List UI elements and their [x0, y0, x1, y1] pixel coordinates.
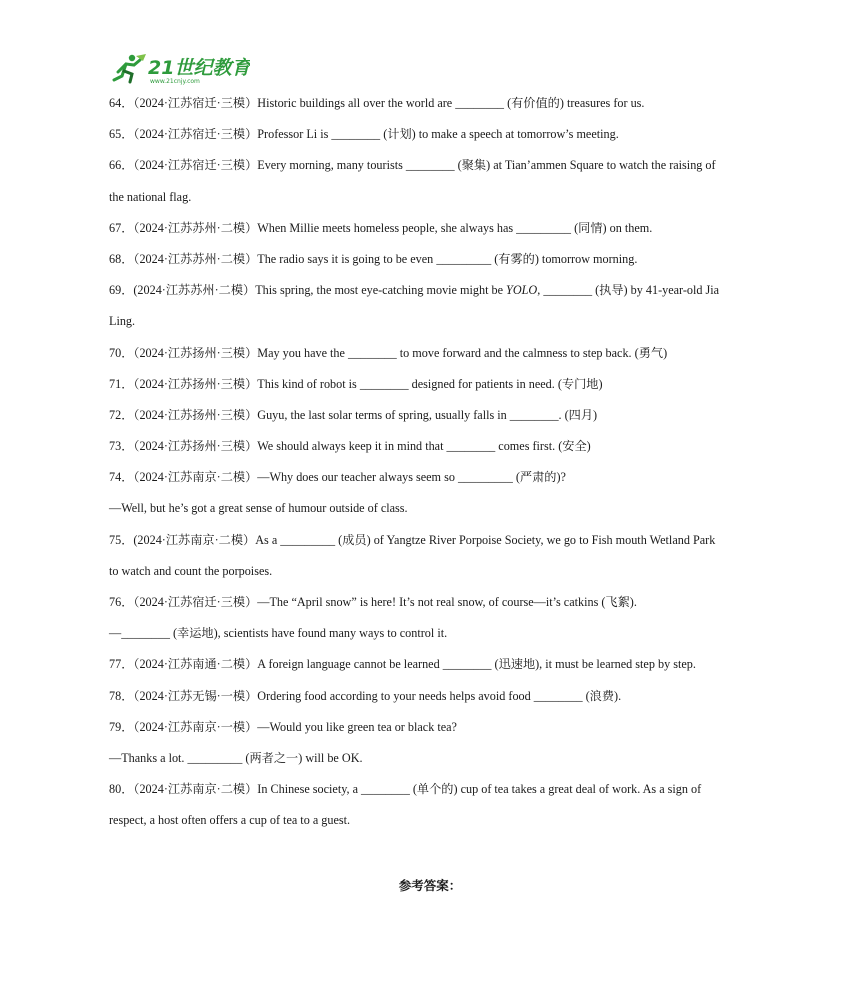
question-line: —________ (幸运地), scientists have found many ways to control it.	[109, 626, 448, 641]
question-line: 70．（2024·江苏扬州·三模）May you have the ________ to move forward and the calmness to step back. (勇气)	[109, 345, 668, 360]
question-line: 65．（2024·江苏宿迁·三模）Professor Li is ________ (计划) to make a speech at tomorrow’s meeting.	[109, 127, 619, 142]
question-line: 73．（2024·江苏扬州·三模）We should always keep it in mind that ________ comes first. (安全)	[109, 439, 591, 454]
question-line: respect, a host often offers a cup of tea to a guest.	[109, 813, 351, 828]
question-line: —Well, but he’s got a great sense of humour outside of class.	[109, 501, 408, 516]
question-list	[109, 94, 759, 843]
logo-graphic	[110, 52, 250, 86]
question-line: the national flag.	[109, 189, 192, 204]
question-line: 72．（2024·江苏扬州·三模）Guyu, the last solar terms of spring, usually falls in ________. (四月)	[109, 407, 598, 422]
logo-text: 21世纪教育	[148, 57, 250, 79]
question-line: —Thanks a lot. _________ (两者之一) will be OK.	[109, 750, 363, 765]
question-line: Ling.	[109, 314, 136, 329]
question-line: 68．（2024·江苏苏州·二模）The radio says it is going to be even _________ (有雾的) tomorrow morning.	[109, 251, 638, 266]
question-line: 76．（2024·江苏宿迁·三模）—The “April snow” is here! It’s not real snow, of course—it’s catkins (飞絮).	[109, 595, 637, 609]
question-line: 64．（2024·江苏宿迁·三模）Historic buildings all over the world are ________ (有价值的) treasures for us.	[109, 96, 645, 110]
logo	[110, 52, 250, 86]
question-line: 66．（2024·江苏宿迁·三模）Every morning, many tourists ________ (聚集) at Tian’ammen Square to watch the raising of	[109, 158, 716, 173]
question-line: 79．（2024·江苏南京·一模）—Would you like green tea or black tea?	[109, 719, 457, 734]
question-line: 67．（2024·江苏苏州·二模）When Millie meets homeless people, she always has _________ (同情) on them.	[109, 220, 653, 235]
question-line: 78．（2024·江苏无锡·一模）Ordering food according to your needs helps avoid food ________ (浪费).	[109, 688, 622, 703]
logo-subtext: www.21cnjy.com	[150, 78, 200, 85]
question-line: 80．（2024·江苏南京·二模）In Chinese society, a ________ (单个的) cup of tea takes a great deal of work. As a sign of	[109, 782, 702, 797]
question-line: 75．(2024·江苏南京·二模）As a _________ (成员) of Yangtze River Porpoise Society, we go to Fish mouth Wetland Park	[109, 532, 716, 547]
movie-title: YOLO	[506, 283, 538, 298]
question-line: 74．（2024·江苏南京·二模）—Why does our teacher always seem so _________ (严肃的)?	[109, 470, 566, 485]
question-line: 77．（2024·江苏南通·二模）A foreign language cannot be learned ________ (迅速地), it must be learned step by step.	[109, 657, 696, 672]
answer-heading: 参考答案：	[398, 878, 462, 893]
question-line: 71．（2024·江苏扬州·三模）This kind of robot is ________ designed for patients in need. (专门地)	[109, 376, 603, 391]
question-line: 69．(2024·江苏苏州·二模）This spring, the most eye-catching movie might be YOLO, ________ (执导) by 41-year-old Jia	[109, 283, 720, 298]
question-line: to watch and count the porpoises.	[109, 563, 273, 578]
